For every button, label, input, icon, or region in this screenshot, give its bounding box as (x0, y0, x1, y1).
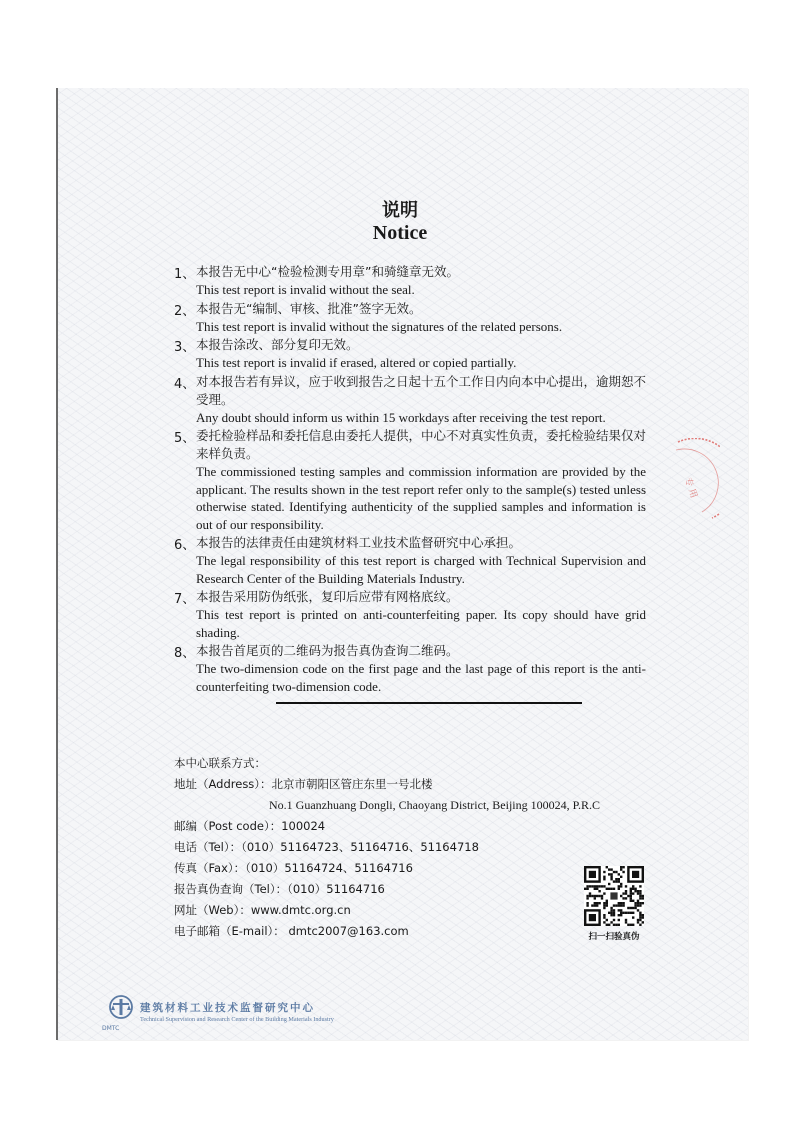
notice-item (174, 642, 646, 695)
notice-text-en: Any doubt should inform us within 15 workdays after receiving the test report. (196, 409, 606, 425)
notice-text-cn: 本报告涂改、部分复印无效。 (196, 337, 359, 352)
notice-text-cn: 委托检验样品和委托信息由委托人提供，中心不对真实性负责，委托检验结果仅对来样负责。 (196, 428, 647, 461)
notice-text-en: The commissioned testing samples and commission information are provided by the applicant. The results shown in the test report refer only to the sample(s) tested unless otherwise stated. Identifying authenticity of the supplied samples and information is out of our responsibility. (196, 464, 646, 532)
seal-stamp-icon (672, 438, 720, 522)
qr-code-icon[interactable] (584, 866, 644, 926)
contact-verify-tel: 报告真伪查询（Tel）：（010）51164716 (174, 882, 385, 896)
footer-org-en: Technical Supervision and Research Center of the Building Materials Industry (140, 1016, 334, 1023)
logo-abbreviation: DMTC (102, 1025, 120, 1032)
contact-address-en: No.1 Guanzhuang Dongli, Chaoyang District, Beijing 100024, P.R.C (269, 798, 600, 812)
notice-number: 2、 (174, 303, 196, 319)
notice-item (174, 300, 646, 336)
footer-org-cn: 建筑材料工业技术监督研究中心 (140, 1002, 315, 1014)
notice-item (174, 427, 646, 533)
contact-heading: 本中心联系方式： (174, 756, 266, 770)
contact-email: 电子邮箱（E-mail）： dmtc2007@163.com (174, 924, 409, 938)
page-title-cn: 说明 (382, 200, 418, 221)
footer-org (140, 1000, 334, 1023)
notice-number: 7、 (174, 592, 196, 607)
notice-text-cn: 本报告的法律责任由建筑材料工业技术监督研究中心承担。 (196, 535, 522, 550)
notice-text-cn: 本报告采用防伪纸张，复印后应带有网格底纹。 (196, 589, 459, 604)
notice-text-en: This test report is invalid without the seal. (196, 282, 415, 297)
notice-text-en: The legal responsibility of this test report is charged with Technical Supervision and Research Center of the Building Materials Industry. (196, 553, 646, 586)
notice-number: 4、 (174, 376, 196, 392)
qr-caption: 扫一扫验真伪 (588, 932, 640, 942)
notice-list (174, 263, 646, 696)
notice-text-en: This test report is printed on anti-counterfeiting paper. Its copy should have grid shading. (196, 607, 646, 640)
notice-item (174, 373, 646, 427)
svg-text:专 用: 专 用 (681, 476, 699, 500)
notice-text-cn: 本报告首尾页的二维码为报告真伪查询二维码。 (196, 643, 459, 658)
notice-item (174, 263, 646, 299)
notice-item (174, 336, 646, 372)
contact-postcode: 邮编（Post code）：100024 (174, 819, 326, 833)
notice-number: 6、 (174, 538, 196, 553)
notice-number: 5、 (174, 431, 196, 446)
notice-number: 3、 (174, 340, 196, 355)
notice-item (174, 534, 646, 587)
page-title-en: Notice (372, 222, 428, 244)
divider (276, 702, 582, 704)
notice-text-cn: 对本报告若有异议，应于收到报告之日起十五个工作日内向本中心提出，逾期恕不受理。 (196, 373, 647, 407)
notice-item (174, 588, 646, 641)
notice-text-cn: 本报告无“编制、审核、批准”签字无效。 (196, 300, 422, 316)
notice-number: 1、 (174, 267, 196, 282)
notice-text-cn: 本报告无中心“检验检测专用章”和骑缝章无效。 (196, 264, 459, 279)
notice-text-en: This test report is invalid if erased, altered or copied partially. (196, 355, 517, 370)
contact-web: 网址（Web）：www.dmtc.org.cn (174, 903, 351, 917)
dmtc-logo-icon (104, 994, 138, 1024)
notice-number: 8、 (174, 646, 196, 661)
contact-fax: 传真（Fax）：（010）51164724、51164716 (174, 861, 413, 875)
qr-block (582, 866, 646, 942)
contact-address: 地址（Address）：北京市朝阳区管庄东里一号北楼 (174, 777, 433, 791)
notice-text-en: This test report is invalid without the signatures of the related persons. (196, 318, 563, 334)
contact-block (174, 753, 614, 942)
notice-text-en: The two-dimension code on the first page and the last page of this report is the anti-counterfeiting two-dimension code. (196, 661, 646, 694)
contact-tel: 电话（Tel）：（010）51164723、51164716、51164718 (174, 840, 479, 854)
